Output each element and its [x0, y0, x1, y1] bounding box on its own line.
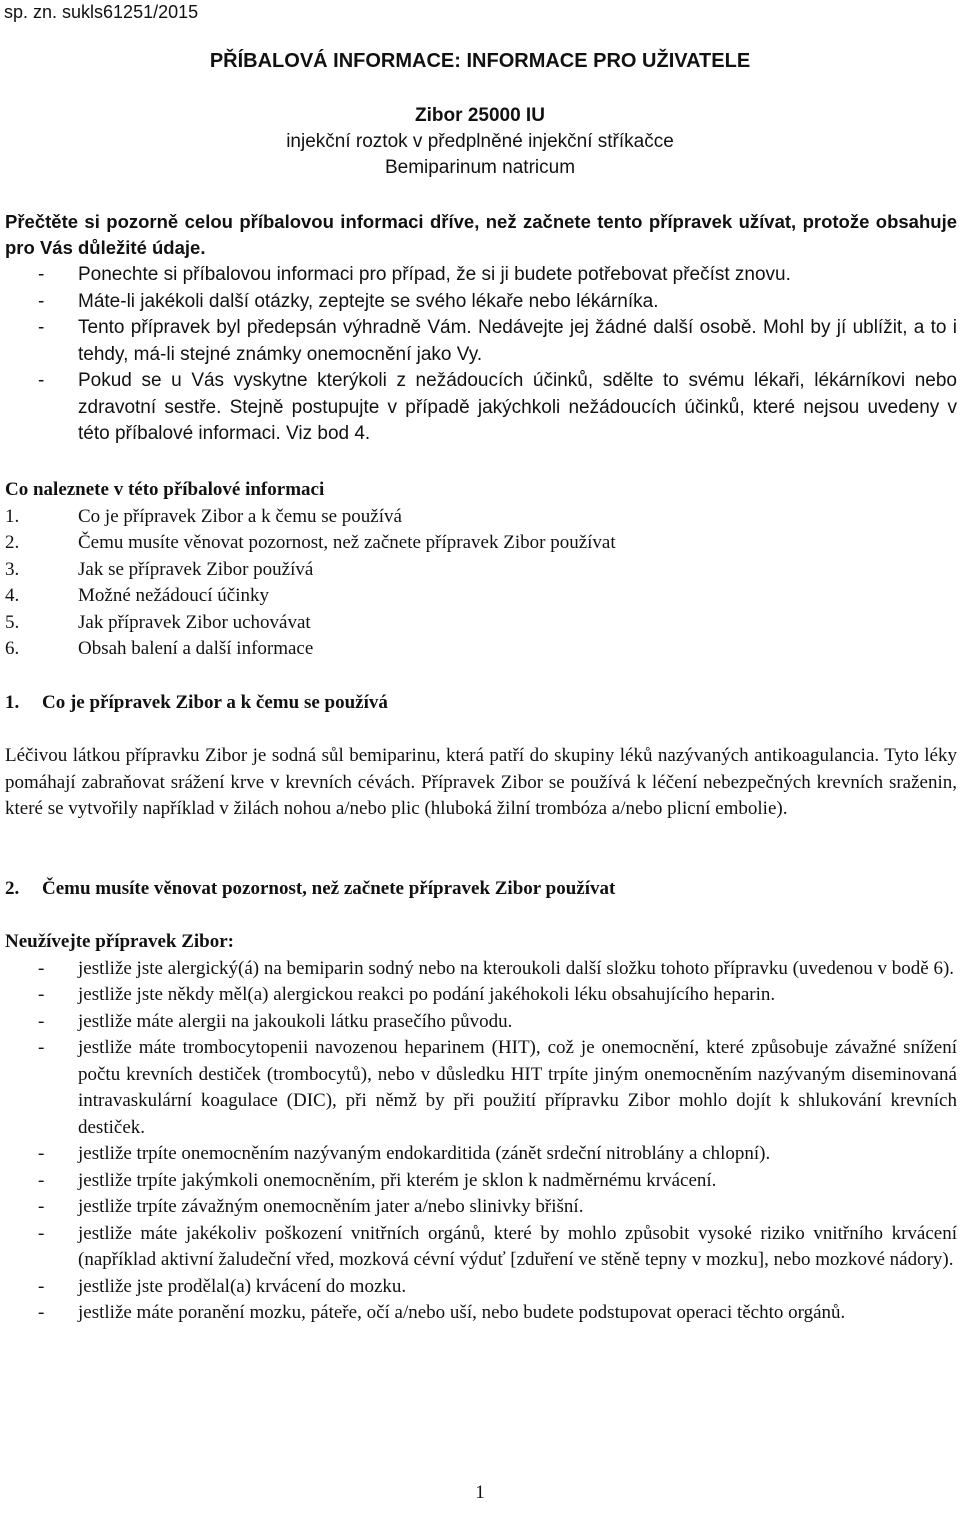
contraindication-item-text: jestliže máte trombocytopenii navozenou heparinem (HIT), což je onemocnění, které způsobuje závažné snížení počtu krevních destiček (trombocytů), nebo v důsledku HIT trpíte jiným onemocněním nazývaným diseminovaná intravaskulární koagulace (DIC), při němž by při použití přípravku Zibor mohlo dojít k shlukování krevních destiček.	[78, 1037, 957, 1138]
contraindication-item-text: jestliže máte poranění mozku, páteře, očí a/nebo uší, nebo budete podstupovat operaci těchto orgánů.	[78, 1302, 846, 1323]
product-form: injekční roztok v předplněné injekční stříkačce	[286, 131, 674, 152]
contraindication-item	[5, 982, 957, 1009]
intro-bullet-text: Ponechte si příbalovou informaci pro případ, že si ji budete potřebovat přečíst znovu.	[78, 264, 791, 285]
product-name: Zibor 25000 IU	[415, 105, 545, 126]
toc-item	[5, 530, 957, 557]
intro-bullet-text: Tento přípravek byl předepsán výhradně Vám. Nedávejte jej žádné další osobě. Mohl by jí ublížit, a to i tehdy, má-li stejné známky onemocnění jako Vy.	[78, 317, 957, 365]
bullet-dash: -	[38, 1222, 45, 1244]
contraindication-item-text: jestliže máte alergii na jakoukoli látku prasečího původu.	[78, 1010, 513, 1032]
toc-item-number: 5.	[5, 611, 20, 633]
bullet-dash: -	[38, 957, 45, 979]
product-block	[0, 103, 960, 181]
contraindication-item	[5, 1009, 957, 1036]
toc-item	[5, 504, 957, 531]
contraindication-item	[5, 1221, 957, 1274]
toc-title: Co naleznete v této příbalové informaci	[5, 479, 325, 500]
contraindication-item-text: jestliže trpíte onemocněním nazývaným endokarditida (zánět srdeční nitroblány a chlopní).	[78, 1143, 771, 1164]
contraindication-item-text: jestliže jste alergický(á) na bemiparin sodný nebo na kteroukoli další složku tohoto přípravku (uvedenou v bodě 6).	[78, 957, 955, 979]
toc-item-text: Obsah balení a další informace	[78, 638, 314, 659]
toc-item-number: 3.	[5, 558, 20, 580]
bullet-dash: -	[38, 984, 45, 1005]
bullet-dash: -	[38, 317, 45, 338]
contraindication-item	[5, 1300, 957, 1327]
toc-item	[5, 583, 957, 610]
toc-item-number: 4.	[5, 585, 20, 606]
bullet-dash: -	[38, 1302, 45, 1323]
section-2-content	[5, 929, 957, 1327]
intro-bullet	[5, 289, 957, 316]
bullet-dash: -	[38, 1275, 45, 1297]
contraindication-item	[5, 956, 957, 983]
toc-item-number: 1.	[5, 505, 20, 527]
page-number: 1	[475, 1482, 485, 1503]
contraindication-item-text: jestliže jste prodělal(a) krvácení do mozku.	[78, 1275, 407, 1297]
section-1-heading	[5, 690, 957, 717]
document-reference: sp. zn. sukls61251/2015	[4, 2, 199, 22]
contraindication-item	[5, 1274, 957, 1301]
toc-item-text: Co je přípravek Zibor a k čemu se používá	[78, 505, 402, 527]
toc-item-text: Jak přípravek Zibor uchovávat	[78, 611, 311, 633]
intro-bullet-text: Máte-li jakékoli další otázky, zeptejte se svého lékaře nebo lékárníka.	[78, 290, 659, 312]
contraindication-item-text: jestliže trpíte závažným onemocněním jater a/nebo slinivky břišní.	[78, 1196, 584, 1217]
contraindication-item-text: jestliže jste někdy měl(a) alergickou reakci po podání jakéhokoli léku obsahujícího heparin.	[78, 984, 776, 1005]
contraindication-item	[5, 1168, 957, 1195]
section-1-title: Co je přípravek Zibor a k čemu se používá	[42, 692, 388, 713]
bullet-dash: -	[38, 1010, 45, 1032]
bullet-dash: -	[38, 1143, 45, 1164]
intro-lead: Přečtěte si pozorně celou příbalovou informaci dříve, než začnete tento přípravek užívat, protože obsahuje pro Vás důležité údaje.	[5, 211, 957, 258]
toc-block	[5, 477, 957, 663]
bullet-dash: -	[38, 370, 45, 391]
contraindication-item	[5, 1141, 957, 1168]
contraindication-item-text: jestliže trpíte jakýmkoli onemocněním, při kterém je sklon k nadměrnému krvácení.	[78, 1169, 717, 1191]
toc-item-text: Čemu musíte věnovat pozornost, než začnete přípravek Zibor používat	[78, 532, 616, 553]
toc-item-number: 6.	[5, 638, 20, 659]
toc-item	[5, 557, 957, 584]
bullet-dash: -	[38, 1037, 45, 1058]
document-title: PŘÍBALOVÁ INFORMACE: INFORMACE PRO UŽIVATELE	[209, 50, 751, 72]
intro-bullets	[5, 262, 957, 448]
bullet-dash: -	[38, 264, 45, 285]
toc-item	[5, 636, 957, 663]
bullet-dash: -	[38, 290, 45, 312]
section-1-number: 1.	[5, 692, 20, 713]
intro-bullet-text: Pokud se u Vás vyskytne kterýkoli z nežádoucích účinků, sdělte to svému lékaři, lékárníkovi nebo zdravotní sestře. Stejně postupujte v případě jakýchkoli nežádoucích účinků, které nejsou uvedeny v této příbalové informaci. Viz bod 4.	[78, 370, 957, 444]
bullet-dash: -	[38, 1196, 45, 1217]
section-2-subtitle: Neužívejte přípravek Zibor:	[5, 931, 235, 952]
section-2-title: Čemu musíte věnovat pozornost, než začnete přípravek Zibor používat	[42, 878, 616, 899]
contraindication-item	[5, 1194, 957, 1221]
product-substance: Bemiparinum natricum	[384, 157, 576, 178]
contraindication-item	[5, 1035, 957, 1141]
intro-bullet	[5, 315, 957, 368]
bullet-dash: -	[38, 1169, 45, 1191]
toc-item-text: Možné nežádoucí účinky	[78, 585, 269, 606]
contraindication-item-text: jestliže máte jakékoliv poškození vnitřních orgánů, které by mohlo způsobit vysoké riziko vnitřního krvácení (například aktivní žaludeční vřed, mozková cévní výduť [zduření ve stěně tepny v mozku], nebo mozkové nádory).	[78, 1222, 957, 1270]
section-2-heading	[5, 876, 957, 903]
section-1-body: Léčivou látkou přípravku Zibor je sodná sůl bemiparinu, která patří do skupiny léků nazývaných antikoagulancia. Tyto léky pomáhají zabraňovat srážení krve v krevních cévách. Přípravek Zibor se používá k léčení nebezpečných krevních sraženin, které se vytvořily například v žilách nohou a/nebo plic (hluboká žilní trombóza a/nebo plicní embolie).	[5, 745, 957, 819]
intro-bullet	[5, 368, 957, 448]
toc-item	[5, 610, 957, 637]
toc-item-number: 2.	[5, 532, 20, 553]
section-2-number: 2.	[5, 878, 20, 899]
toc-item-text: Jak se přípravek Zibor používá	[78, 558, 314, 580]
intro-bullet	[5, 262, 957, 289]
